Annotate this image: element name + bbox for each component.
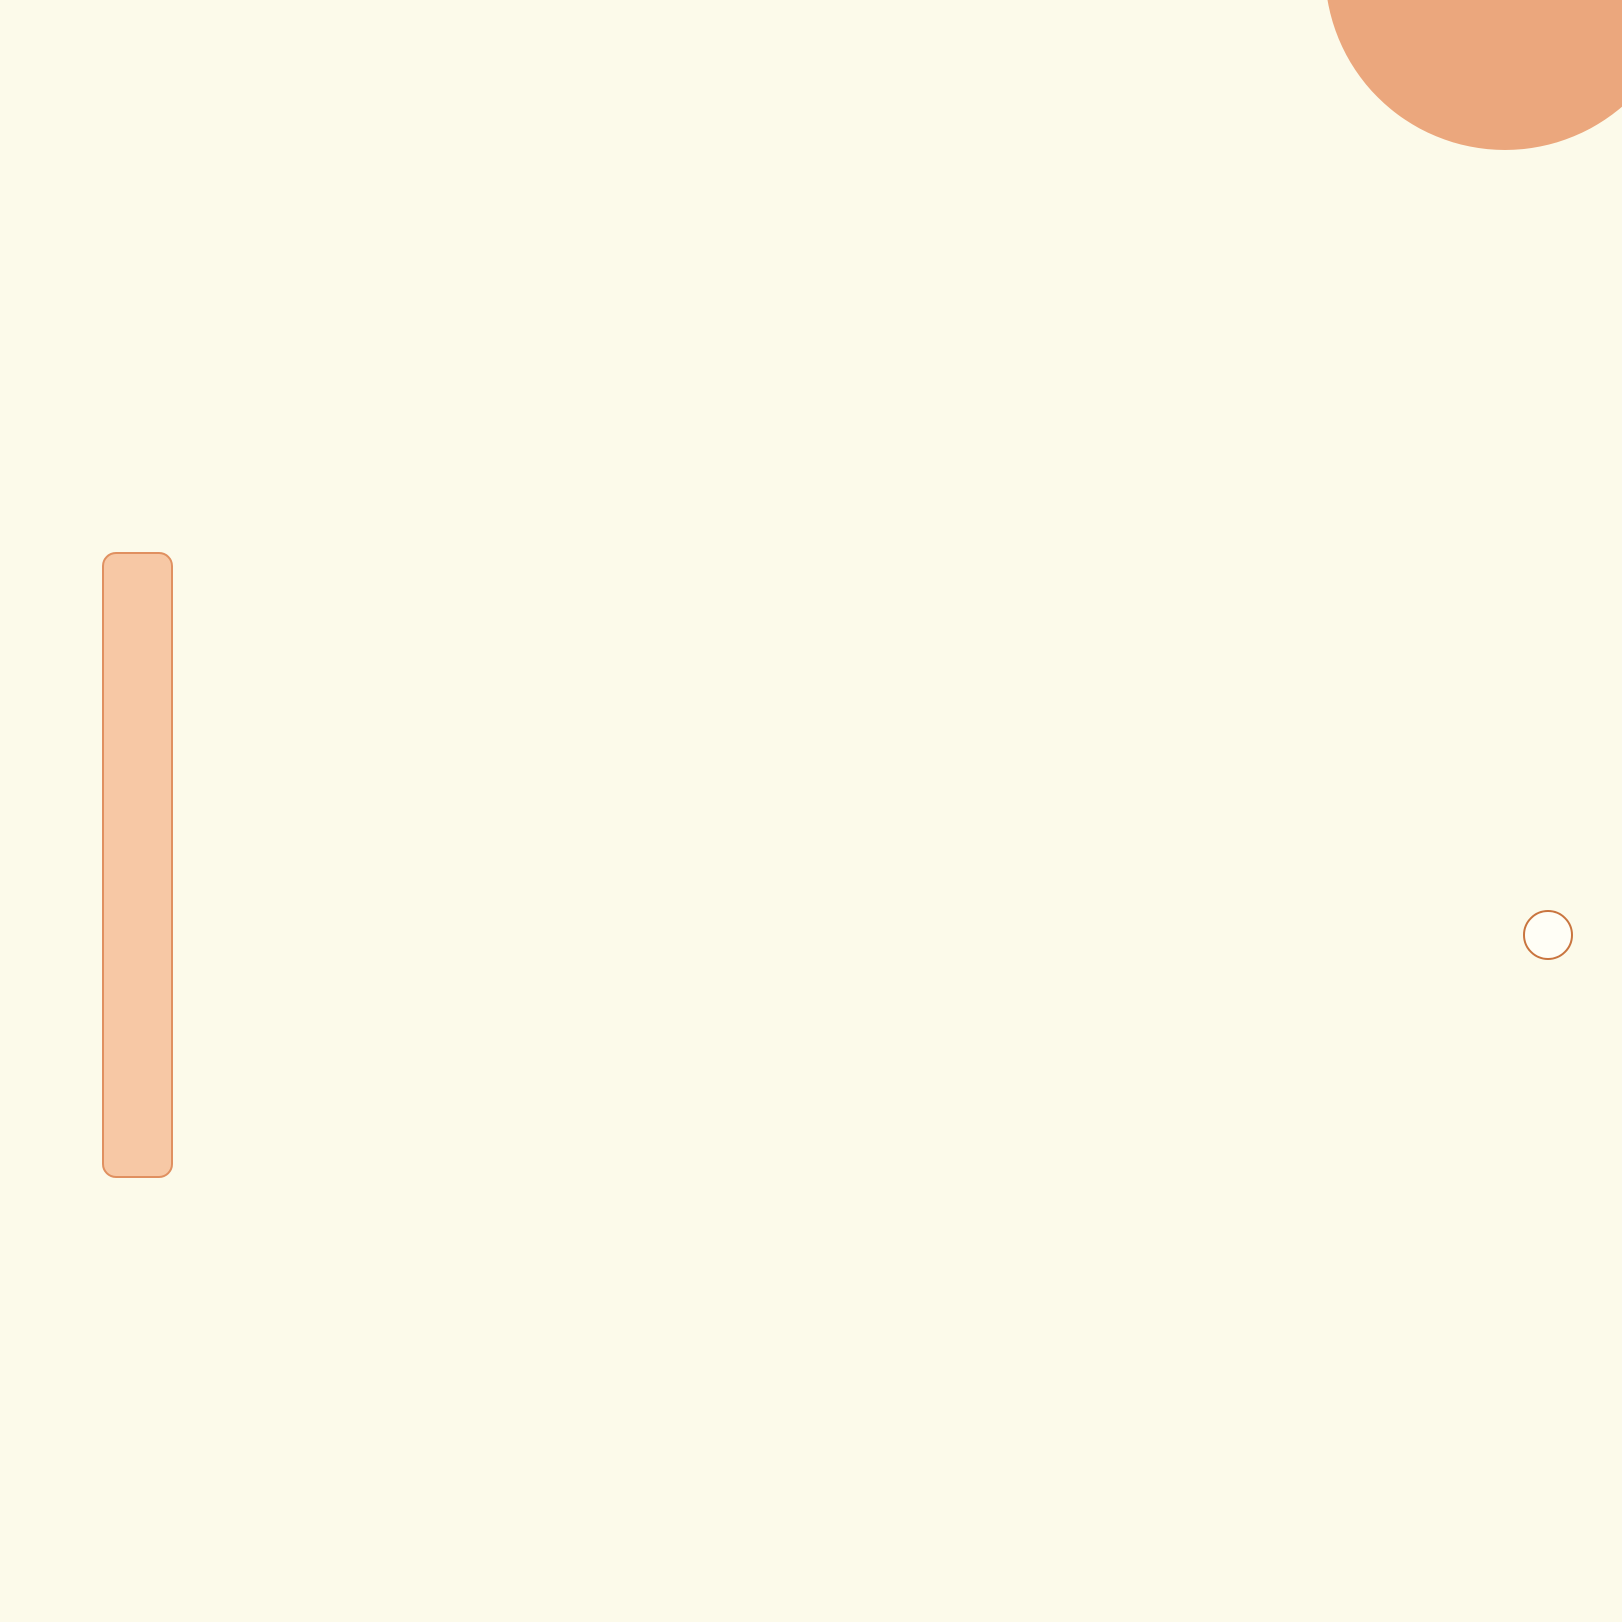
mindmap-root bbox=[102, 552, 173, 1178]
breadcrumb-header bbox=[1462, 97, 1492, 135]
small-circle bbox=[1524, 911, 1572, 959]
